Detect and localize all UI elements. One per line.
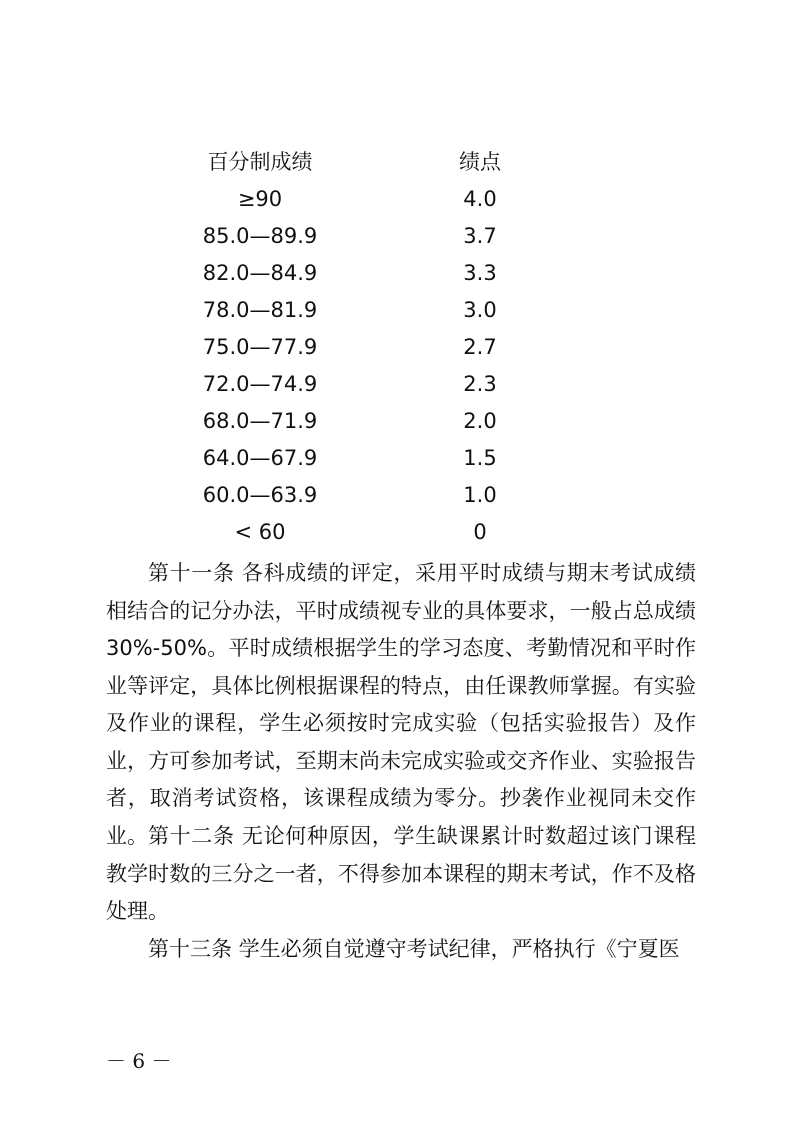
score-cell: 78.0—81.9 — [202, 298, 318, 322]
table-row — [0, 403, 793, 440]
score-cell: 60.0—63.9 — [202, 483, 318, 507]
score-cell: 75.0—77.9 — [202, 335, 318, 359]
score-cell: 82.0—84.9 — [202, 261, 318, 285]
table-row — [0, 477, 793, 514]
gpa-cell: 1.5 — [463, 446, 497, 470]
score-cell: ≥90 — [237, 187, 283, 211]
score-cell: 72.0—74.9 — [202, 372, 318, 396]
gpa-cell: 2.0 — [463, 409, 497, 433]
table-row — [0, 255, 793, 292]
table-row — [0, 329, 793, 366]
gpa-cell: 0 — [473, 520, 487, 544]
table-header-row — [0, 144, 793, 181]
score-cell: 64.0—67.9 — [202, 446, 318, 470]
table-row — [0, 218, 793, 255]
gpa-cell: 3.3 — [463, 261, 497, 285]
article-11-paragraph: 第十一条 各科成绩的评定，采用平时成绩与期末考试成绩相结合的记分办法，平时成绩视专业的具体要求，一般占总成绩30%-50%。平时成绩根据学生的学习态度、考勤情况和平时作业等评定，具体比例根据课程的特点，由任课教师掌握。有实验及作业的课程，学生必须按时完成实验（包括实验报告）及作业，方可参加考试，至期末尚未完成实验或交齐作业、实验报告者，取消考试资格，该课程成绩为零分。抄袭作业视同未交作业。 — [106, 561, 696, 848]
article-13-paragraph: 第十三条 学生必须自觉遵守考试纪律，严格执行《宁夏医 — [148, 937, 680, 961]
table-row — [0, 366, 793, 403]
table-row — [0, 181, 793, 218]
table-row — [0, 440, 793, 477]
gpa-cell: 2.7 — [463, 335, 497, 359]
gpa-cell: 1.0 — [463, 483, 497, 507]
score-cell: < 60 — [234, 520, 286, 544]
table-row — [0, 514, 793, 551]
score-cell: 68.0—71.9 — [202, 409, 318, 433]
gpa-cell: 3.7 — [463, 224, 497, 248]
header-score: 百分制成绩 — [207, 150, 313, 174]
gpa-cell: 2.3 — [463, 372, 497, 396]
page-number: － 6 － — [106, 1049, 172, 1073]
header-gpa: 绩点 — [459, 150, 501, 174]
table-row — [0, 292, 793, 329]
score-cell: 85.0—89.9 — [202, 224, 318, 248]
gpa-cell: 4.0 — [463, 187, 497, 211]
gpa-cell: 3.0 — [463, 298, 497, 322]
article-12-paragraph: 第十二条 无论何种原因，学生缺课累计时数超过该门课程教学时数的三分之一者，不得参加本课程的期末考试，作不及格处理。 — [106, 824, 696, 923]
